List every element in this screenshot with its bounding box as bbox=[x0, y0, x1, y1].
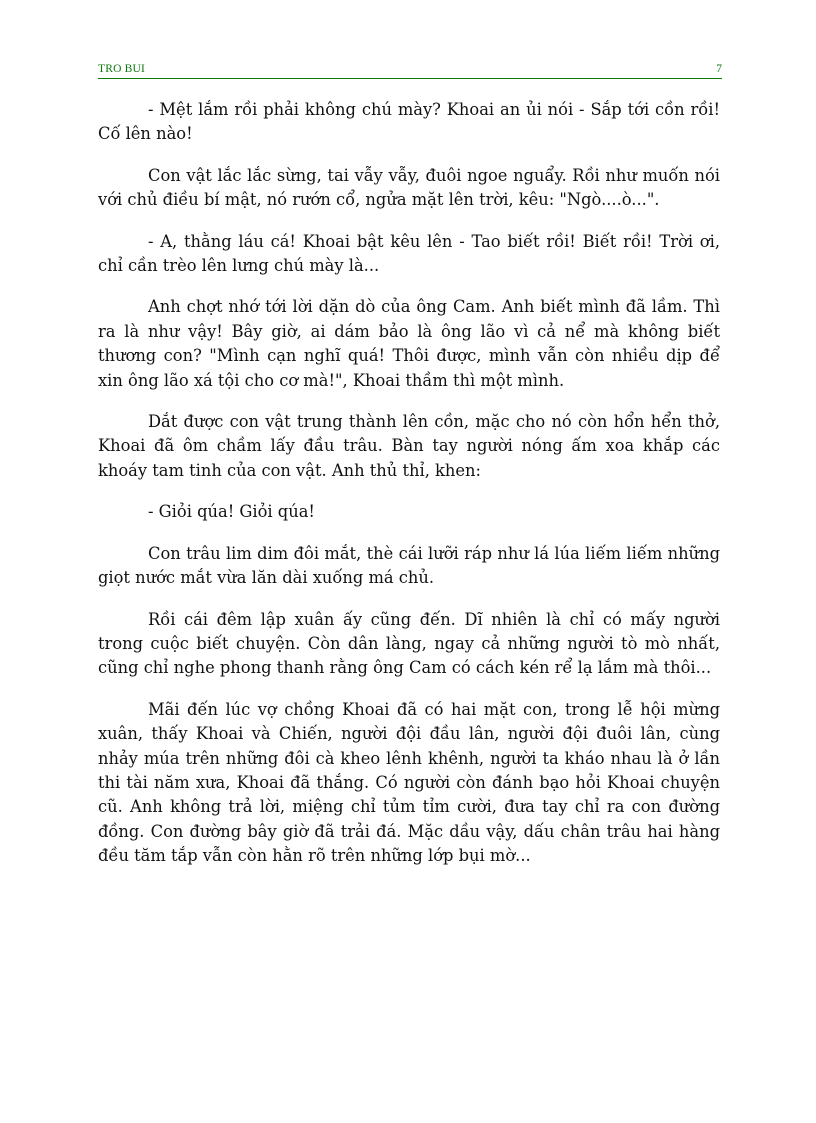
page-number: 7 bbox=[716, 63, 722, 75]
paragraph: Con trâu lim dim đôi mắt, thè cái lưỡi ráp như lá lúa liếm liếm những giọt nước mắt vừa lăn dài xuống má chủ. bbox=[98, 543, 720, 588]
body-text bbox=[98, 98, 720, 886]
paragraph: - Mệt lắm rồi phải không chú mày? Khoai an ủi nói - Sắp tới cồn rồi! Cố lên nào! bbox=[98, 100, 720, 144]
paragraph: Anh chợt nhớ tới lời dặn dò của ông Cam. Anh biết mình đã lầm. Thì ra là như vậy! Bây giờ, ai dám bảo là ông lão vì cả nể mà không biết thương con? "Mình cạn nghĩ quá! Thôi được, mình vẫn còn nhiều dịp để xin ông lão xá tội cho cơ mà!", Khoai thầm thì một mình. bbox=[98, 297, 720, 390]
paragraph: - A, thằng láu cá! Khoai bật kêu lên - Tao biết rồi! Biết rồi! Trời ơi, chỉ cần trèo lên lưng chú mày là... bbox=[98, 231, 720, 276]
paragraph: Mãi đến lúc vợ chồng Khoai đã có hai mặt con, trong lễ hội mừng xuân, thấy Khoai và Chiến, người đội đầu lân, người đội đuôi lân, cùng nhảy múa trên những đôi cà kheo lênh khênh, người ta kháo nhau là ở lần thi tài năm xưa, Khoai đã thắng. Có người còn đánh bạo hỏi Khoai chuyện cũ. Anh không trả lời, miệng chỉ tủm tỉm cười, đưa tay chỉ ra con đường đồng. Con đường bây giờ đã trải đá. Mặc dầu vậy, dấu chân trâu hai hàng đều tăm tắp vẫn còn hằn rõ trên những lớp bụi mờ... bbox=[98, 699, 720, 866]
paragraph: - Giỏi qúa! Giỏi qúa! bbox=[148, 502, 315, 522]
header-title: TRO BUI bbox=[98, 63, 146, 75]
paragraph: Rồi cái đêm lập xuân ấy cũng đến. Dĩ nhiên là chỉ có mấy người trong cuộc biết chuyện. Còn dân làng, ngay cả những người tò mò nhất, cũng chỉ nghe phong thanh rằng ông Cam có cách kén rể lạ lắm mà thôi... bbox=[98, 609, 720, 678]
paragraph: Dắt được con vật trung thành lên cồn, mặc cho nó còn hổn hển thở, Khoai đã ôm chầm lấy đầu trâu. Bàn tay người nóng ấm xoa khắp các khoáy tam tinh của con vật. Anh thủ thỉ, khen: bbox=[98, 412, 720, 480]
paragraph: Con vật lắc lắc sừng, tai vẫy vẫy, đuôi ngoe nguẩy. Rồi như muốn nói với chủ điều bí mật, nó rướn cổ, ngửa mặt lên trời, kêu: "Ngò....ò...". bbox=[98, 165, 720, 210]
page-header bbox=[98, 62, 722, 79]
